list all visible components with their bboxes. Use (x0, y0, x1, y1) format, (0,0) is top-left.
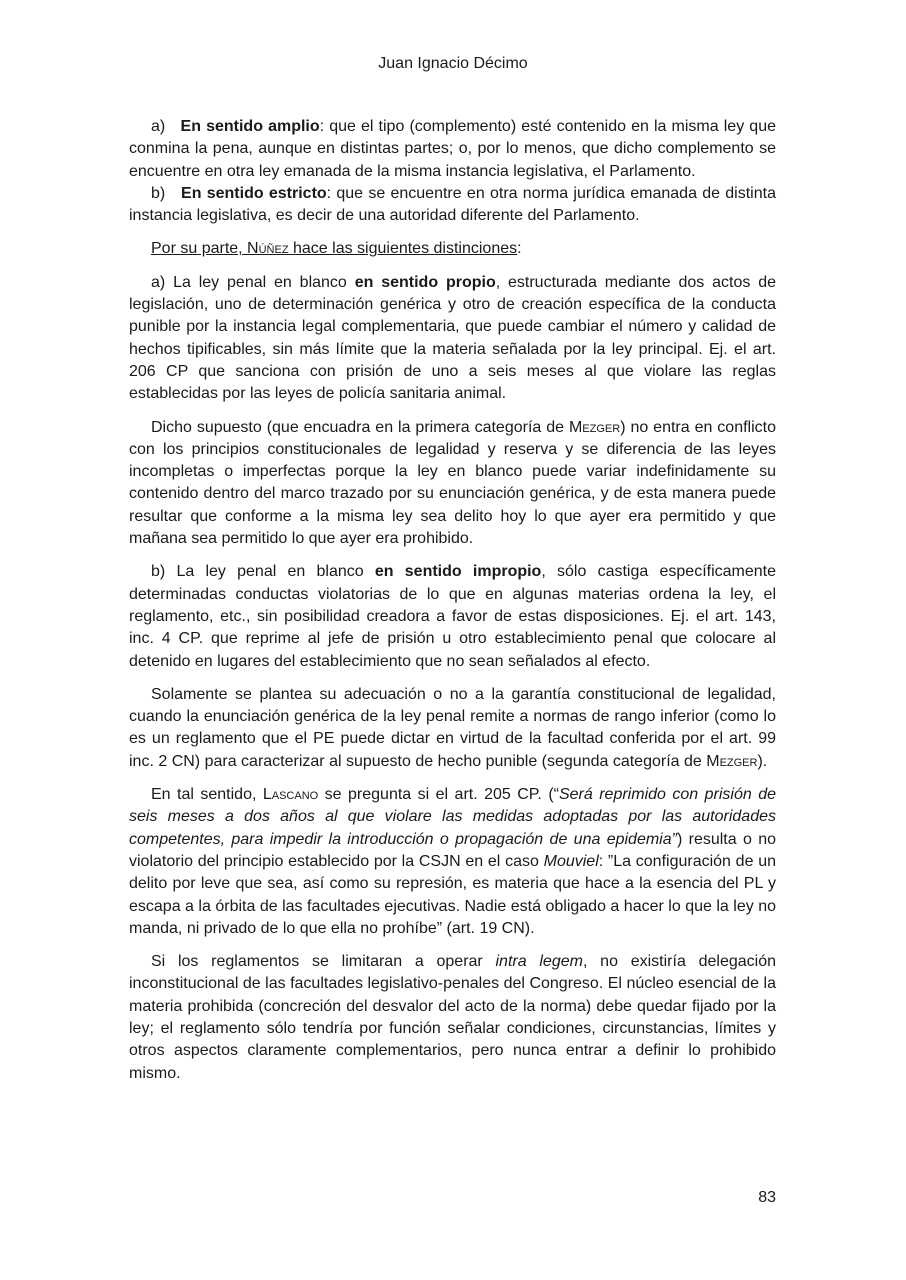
quoted-article: Será reprimido con prisión de seis meses a dos años al que violare las medidas adoptadas por las autoridades competentes, para impedir la introducción o propagación de una epidemia” (129, 786, 776, 848)
item-text: : que se encuentre en otra norma jurídica emanada de distinta instancia legislativa, es decir de una autoridad diferente del Parlamento. (129, 184, 776, 225)
author-name: Núñez (247, 240, 289, 258)
author-name: Lascano (262, 786, 319, 804)
page-number: 83 (758, 1189, 776, 1206)
bold-term: en sentido propio (354, 273, 496, 291)
latin-term: intra legem (495, 953, 583, 971)
paragraph-sentido-propio: a) La ley penal en blanco en sentido propio, estructurada mediante dos actos de legislación, uno de determinación genérica y otro de creación específica de la conducta punible por la instancia legal complementaria, que puede cambiar el número y calidad de hechos tipificables, sin más límite que la materia señalada por la ley principal. Ej. el art. 206 CP que sanciona con prisión de uno a seis meses al que violare las reglas establecidas por las leyes de policía sanitaria animal. (129, 273, 777, 403)
author-name: Mezger (568, 418, 621, 436)
item-estricto (129, 183, 776, 228)
case-name: Mouviel (543, 852, 599, 870)
item-amplio (129, 116, 776, 183)
author-name: Mezger (706, 752, 758, 770)
running-header: Juan Ignacio Décimo (378, 55, 528, 72)
bold-term: en sentido impropio (374, 563, 542, 581)
page-body (129, 116, 776, 1096)
nunez-intro: Por su parte, Núñez hace las siguientes distinciones: (151, 240, 522, 258)
item-marker: b) (151, 184, 166, 202)
paragraph-reglamentos: Si los reglamentos se limitaran a operar intra legem, no existiría delegación inconstitucional de las facultades legislativo-penales del Congreso. El núcleo esencial de la materia prohibida (concreción del desvalor del acto de la norma) debe quedar fijado por la ley; el reglamento sólo tendría por función señalar condiciones, circunstancias, límites y otros aspectos claramente complementarios, pero nunca entrar a definir lo prohibido mismo. (129, 953, 776, 1082)
item-term: En sentido estricto (181, 184, 327, 202)
paragraph-dicho-supuesto: Dicho supuesto (que encuadra en la primera categoría de Mezger) no entra en conflicto con los principios constitucionales de legalidad y reserva y se diferencia de las leyes incompletas o imperfectas porque la ley en blanco puede variar indefinidamente su contenido dentro del marco trazado por su enunciación genérica, y de esta manera puede resultar que conforme a la misma ley sea delito hoy lo que ayer era permitido y que mañana sea permitido lo que ayer era prohibido. (129, 418, 776, 548)
paragraph-solamente: Solamente se plantea su adecuación o no a la garantía constitucional de legalidad, cuando la enunciación genérica de la ley penal remite a normas de rango inferior (como lo es un reglamento que el PE puede dictar en virtud de la facultad conferida por el art. 99 inc. 2 CN) para caracterizar al supuesto de hecho punible (segunda categoría de Mezger). (129, 685, 776, 770)
item-term: En sentido amplio (180, 118, 320, 135)
paragraph-lascano: En tal sentido, Lascano se pregunta si el art. 205 CP. (“Será reprimido con prisión de seis meses a dos años al que violare las medidas adoptadas por las autoridades competentes, para impedir la introducción o propagación de una epidemia”) resulta o no violatorio del principio establecido por la CSJN en el caso Mouviel: ”La configuración de un delito por leve que sea, así como su represión, es materia que hace a la esencia del PL y escapa a la órbita de las facultades ejecutivas. Nadie está obligado a hacer lo que la ley no manda, ni privado de lo que ella no prohíbe” (art. 19 CN). (129, 786, 776, 937)
paragraph-sentido-impropio: b) La ley penal en blanco en sentido impropio, sólo castiga específicamente determinadas conductas violatorias de lo que en algunas materias ordena la ley, el reglamento, etc., sin posibilidad creadora a favor de estas disposiciones. Ej. el art. 143, inc. 4 CP. que reprime al jefe de prisión u otro establecimiento penal que colocare al detenido en lugares del establecimiento que no sean señalados al efecto. (129, 563, 777, 670)
item-marker: a) (151, 118, 166, 135)
item-text: : que el tipo (complemento) esté contenido en la misma ley que conmina la pena, aunque en distintas partes; o, por lo menos, que dicho complemento se encuentre en otra ley emanada de la misma instancia legislativa, el Parlamento. (129, 118, 776, 180)
